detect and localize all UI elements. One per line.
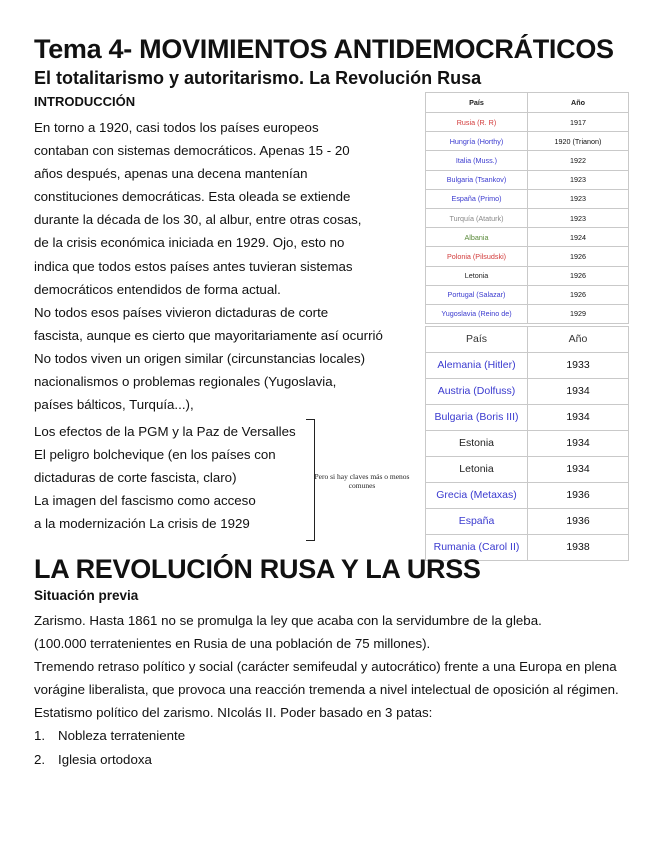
section-title: LA REVOLUCIÓN RUSA Y LA URSS [34,554,481,584]
section-subheading: Situación previa [34,588,139,603]
country-cell: Rumania (Carol II) [426,534,528,560]
text-line: a la modernización La crisis de 1929 [34,516,250,532]
year-cell: 1926 [528,285,629,304]
table-row [426,378,629,404]
table-row [426,132,629,151]
country-cell: Albania [426,228,528,247]
year-cell: 1938 [528,534,629,560]
text-line: fascista, aunque es cierto que mayoritariamente así ocurrió [34,327,383,343]
country-cell: España [426,508,528,534]
table-row [426,285,629,304]
paragraph: (100.000 terratenientes en Rusia de una población de 75 millones). [34,636,431,652]
country-cell: Bulgaria (Boris III) [426,404,528,430]
country-cell: Grecia (Metaxas) [426,482,528,508]
country-cell: Italia (Muss.) [426,151,528,170]
section-body [34,609,634,771]
country-cell: Rusia (R. R) [426,113,528,132]
list-text: Iglesia ortodoxa [58,751,152,767]
year-cell: 1926 [528,266,629,285]
country-cell: Letonia [426,266,528,285]
dictatorships-table-1920s [425,92,629,324]
causes-list [34,420,296,535]
year-cell: 1917 [528,113,629,132]
table-header-country: País [426,93,528,113]
text-line: constituciones democráticas. Esta oleada se extiende [34,189,351,205]
text-line: La imagen del fascismo como acceso [34,493,256,509]
table-row [426,482,629,508]
list-text: Nobleza terrateniente [58,728,186,744]
table-row [426,404,629,430]
year-cell: 1923 [528,170,629,189]
intro-paragraph [34,116,383,416]
country-cell: Yugoslavia (Reino de) [426,304,528,323]
intro-heading: INTRODUCCIÓN [34,94,136,109]
dictatorships-table-1930s [425,326,629,561]
text-line: de la crisis económica iniciada en 1929. Ojo, esto no [34,235,345,251]
year-cell: 1922 [528,151,629,170]
text-line: Los efectos de la PGM y la Paz de Versalles [34,424,296,439]
table-row [426,352,629,378]
table-header-country: País [426,327,528,353]
list-number: 1. [34,728,46,744]
table-row [426,508,629,534]
table-row [426,247,629,266]
country-cell: España (Primo) [426,189,528,208]
country-cell: Bulgaria (Tsankov) [426,170,528,189]
year-cell: 1929 [528,304,629,323]
year-cell: 1934 [528,378,629,404]
year-cell: 1933 [528,352,629,378]
table-row [426,456,629,482]
year-cell: 1934 [528,456,629,482]
page-title: Tema 4- MOVIMIENTOS ANTIDEMOCRÁTICOS [34,34,614,64]
table-header-year: Año [528,327,629,353]
year-cell: 1923 [528,189,629,208]
year-cell: 1934 [528,404,629,430]
year-cell: 1920 (Trianon) [528,132,629,151]
paragraph: Tremendo retraso político y social (carácter semifeudal y autocrático) frente a una Europa en plena vorágine liberalista, que provoca una reacción tremenda a nivel intelectual de oposición al régimen. [34,659,619,698]
text-line: contaban con sistemas democráticos. Apenas 15 - 20 [34,143,350,159]
text-line: En torno a 1920, casi todos los países europeos [34,120,319,135]
table-row [426,170,629,189]
pillars-list [34,724,634,770]
text-line: años después, apenas una decena mantenían [34,166,308,182]
table-row [426,430,629,456]
country-cell: Portugal (Salazar) [426,285,528,304]
table-row [426,151,629,170]
country-cell: Polonia (Pilsudski) [426,247,528,266]
table-row [426,228,629,247]
country-cell: Letonia [426,456,528,482]
list-item [34,748,634,771]
year-cell: 1924 [528,228,629,247]
table-row [426,208,629,227]
text-line: países bálticos, Turquía...), [34,397,194,413]
table-row [426,304,629,323]
table-row [426,266,629,285]
year-cell: 1934 [528,430,629,456]
text-line: durante la década de los 30, al albur, entre otras cosas, [34,212,362,228]
country-cell: Alemania (Hitler) [426,352,528,378]
year-cell: 1926 [528,247,629,266]
text-line: nacionalismos o problemas regionales (Yugoslavia, [34,374,337,390]
table-row [426,113,629,132]
paragraph: Estatismo político del zarismo. NIcolás II. Poder basado en 3 patas: [34,705,433,721]
text-line: No todos esos países vivieron dictaduras de corte [34,304,329,320]
country-cell: Austria (Dolfuss) [426,378,528,404]
text-line: El peligro bolchevique (en los países con [34,447,276,463]
year-cell: 1936 [528,508,629,534]
country-cell: Turquía (Ataturk) [426,208,528,227]
page-subtitle: El totalitarismo y autoritarismo. La Revolución Rusa [34,68,482,88]
table-row [426,189,629,208]
text-line: indica que todos estos países antes tuvieran sistemas [34,258,353,274]
country-cell: Estonia [426,430,528,456]
list-item [34,724,634,747]
bracket-note: Pero si hay claves más o menos comunes [314,472,410,490]
country-cell: Hungría (Horthy) [426,132,528,151]
table-header-year: Año [528,93,629,113]
year-cell: 1936 [528,482,629,508]
year-cell: 1923 [528,208,629,227]
text-line: democráticos entendidos de forma actual. [34,281,281,297]
paragraph: Zarismo. Hasta 1861 no se promulga la ley que acaba con la servidumbre de la gleba. [34,613,542,628]
text-line: No todos viven un origen similar (circunstancias locales) [34,350,366,366]
text-line: dictaduras de corte fascista, claro) [34,470,237,486]
list-number: 2. [34,751,46,767]
